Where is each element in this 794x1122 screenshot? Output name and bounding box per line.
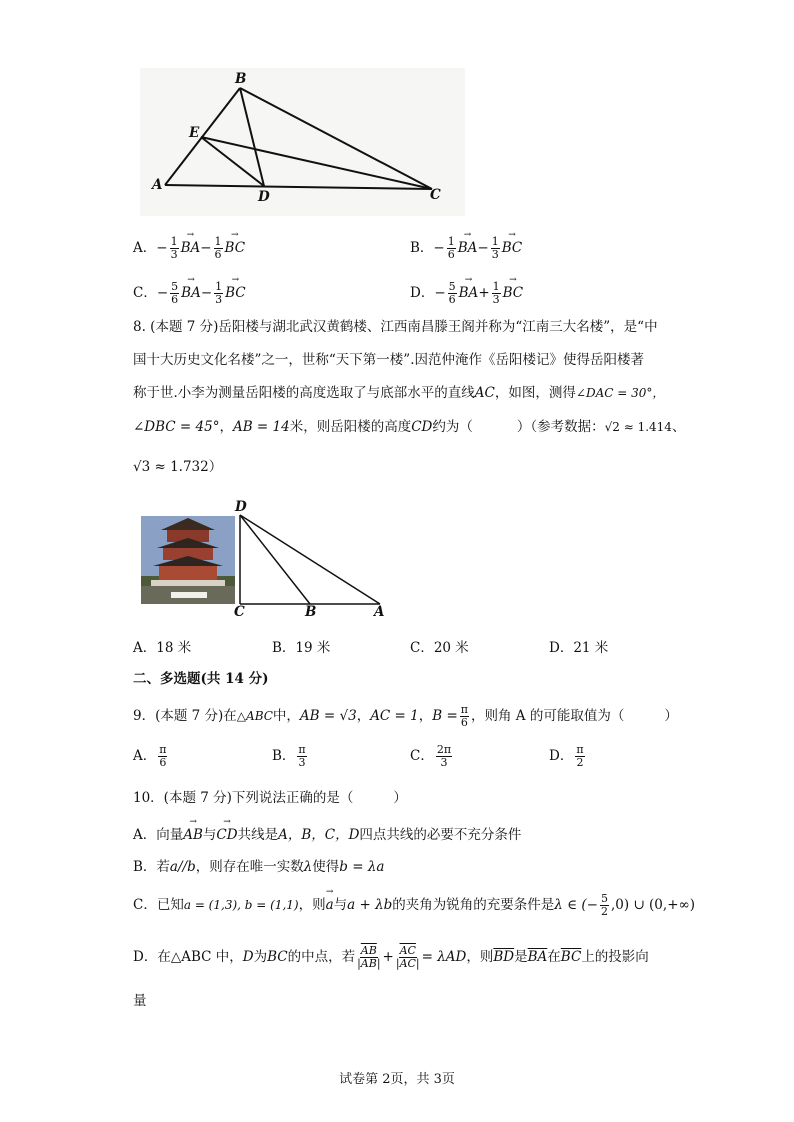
label-B: B bbox=[235, 71, 247, 87]
label-B2: B bbox=[305, 604, 317, 620]
q8-line-5: √3 ≈ 1.732） bbox=[133, 459, 223, 475]
q7-option-c[interactable]: C．− $\frac{5}{6}$ → BA− $\frac{1}{3}$ → BC bbox=[133, 281, 246, 306]
q7-option-d[interactable]: D．− $\frac{5}{6}$ → BA+ $\frac{1}{3}$ → BC bbox=[410, 281, 523, 306]
section-title-multiple-choice: 二、多选题(共 14 分) bbox=[133, 671, 269, 687]
height-triangle-figure bbox=[236, 510, 386, 610]
q8-line-3: 称于世.小李为测量岳阳楼的高度选取了与底部水平的直线AC，如图，测得∠DAC = 30°， bbox=[133, 385, 665, 401]
segment-DB bbox=[240, 515, 310, 604]
q10-option-d-continued: 量 bbox=[133, 993, 147, 1009]
label-A: A bbox=[152, 177, 163, 193]
q8-option-b[interactable]: B．19 米 bbox=[272, 640, 331, 656]
q10-option-b[interactable]: B．若a//b，则存在唯一实数λ使得b = λa bbox=[133, 859, 385, 875]
q10-stem: 10．(本题 7 分)下列说法正确的是（ ） bbox=[133, 790, 407, 806]
q9-stem: 9．(本题 7 分)在△ABC中，AB = √3，AC = 1，B = $\frac{\pi}{6}$ ，则角 A 的可能取值为（ ） bbox=[133, 703, 678, 729]
q9-option-a[interactable]: A． $\frac{\pi}{6}$ bbox=[133, 743, 167, 769]
segment-DA bbox=[240, 515, 380, 604]
q7-option-a[interactable]: A．− $\frac{1}{3}$ → BA− $\frac{1}{6}$ → BC bbox=[133, 236, 245, 261]
page-footer: 试卷第 2页，共 3页 bbox=[339, 1072, 455, 1087]
q8-option-a[interactable]: A．18 米 bbox=[133, 640, 192, 656]
q10-option-d[interactable]: D．在△ABC 中，D为BC的中点，若 $\frac{\overline{AB}}{|AB|}$ + $\frac{\overline{AC}}{|AC|}$ = λAD，则$\overline{BD}$是$\overline{BA}$在$\overline{BC}$上的投影向 bbox=[133, 944, 649, 970]
yueyang-tower-photo bbox=[141, 516, 235, 604]
triangle-figure bbox=[140, 68, 470, 218]
q8-option-d[interactable]: D．21 米 bbox=[549, 640, 609, 656]
q8-line-4: ∠DBC = 45°，AB = 14米，则岳阳楼的高度CD约为（ ）（参考数据：√2 ≈ 1.414、 bbox=[133, 419, 686, 435]
label-C: C bbox=[430, 187, 441, 203]
q9-option-c[interactable]: C． $\frac{2\pi}{3}$ bbox=[410, 743, 452, 769]
q9-option-b[interactable]: B． $\frac{\pi}{3}$ bbox=[272, 743, 306, 769]
label-A2: A bbox=[374, 604, 385, 620]
label-D2: D bbox=[235, 499, 247, 515]
tower-icon bbox=[141, 516, 235, 604]
label-D: D bbox=[258, 189, 270, 205]
q9-option-d[interactable]: D． $\frac{\pi}{2}$ bbox=[549, 743, 584, 769]
q8-option-c[interactable]: C．20 米 bbox=[410, 640, 469, 656]
q10-option-c[interactable]: C．已知a = (1,3), b = (1,1)，则→ a与a + λb的夹角为锐角的充要条件是λ ∈ (− $\frac{5}{2}$ ,0) ∪ (0,+∞) bbox=[133, 893, 695, 918]
q7-option-b[interactable]: B．− $\frac{1}{6}$ → BA− $\frac{1}{3}$ → BC bbox=[410, 236, 522, 261]
q10-option-a[interactable]: A．向量→ AB与→ CD共线是A，B，C，D四点共线的必要不充分条件 bbox=[133, 826, 521, 844]
q8-line-2: 国十大历史文化名楼”之一，世称“天下第一楼”.因范仲淹作《岳阳楼记》使得岳阳楼著 bbox=[133, 352, 644, 368]
label-E: E bbox=[189, 125, 200, 141]
q8-line-1: 8. (本题 7 分)岳阳楼与湖北武汉黄鹤楼、江西南昌滕王阁并称为“江南三大名楼”，是“中 bbox=[133, 319, 658, 335]
label-C2: C bbox=[234, 604, 245, 620]
